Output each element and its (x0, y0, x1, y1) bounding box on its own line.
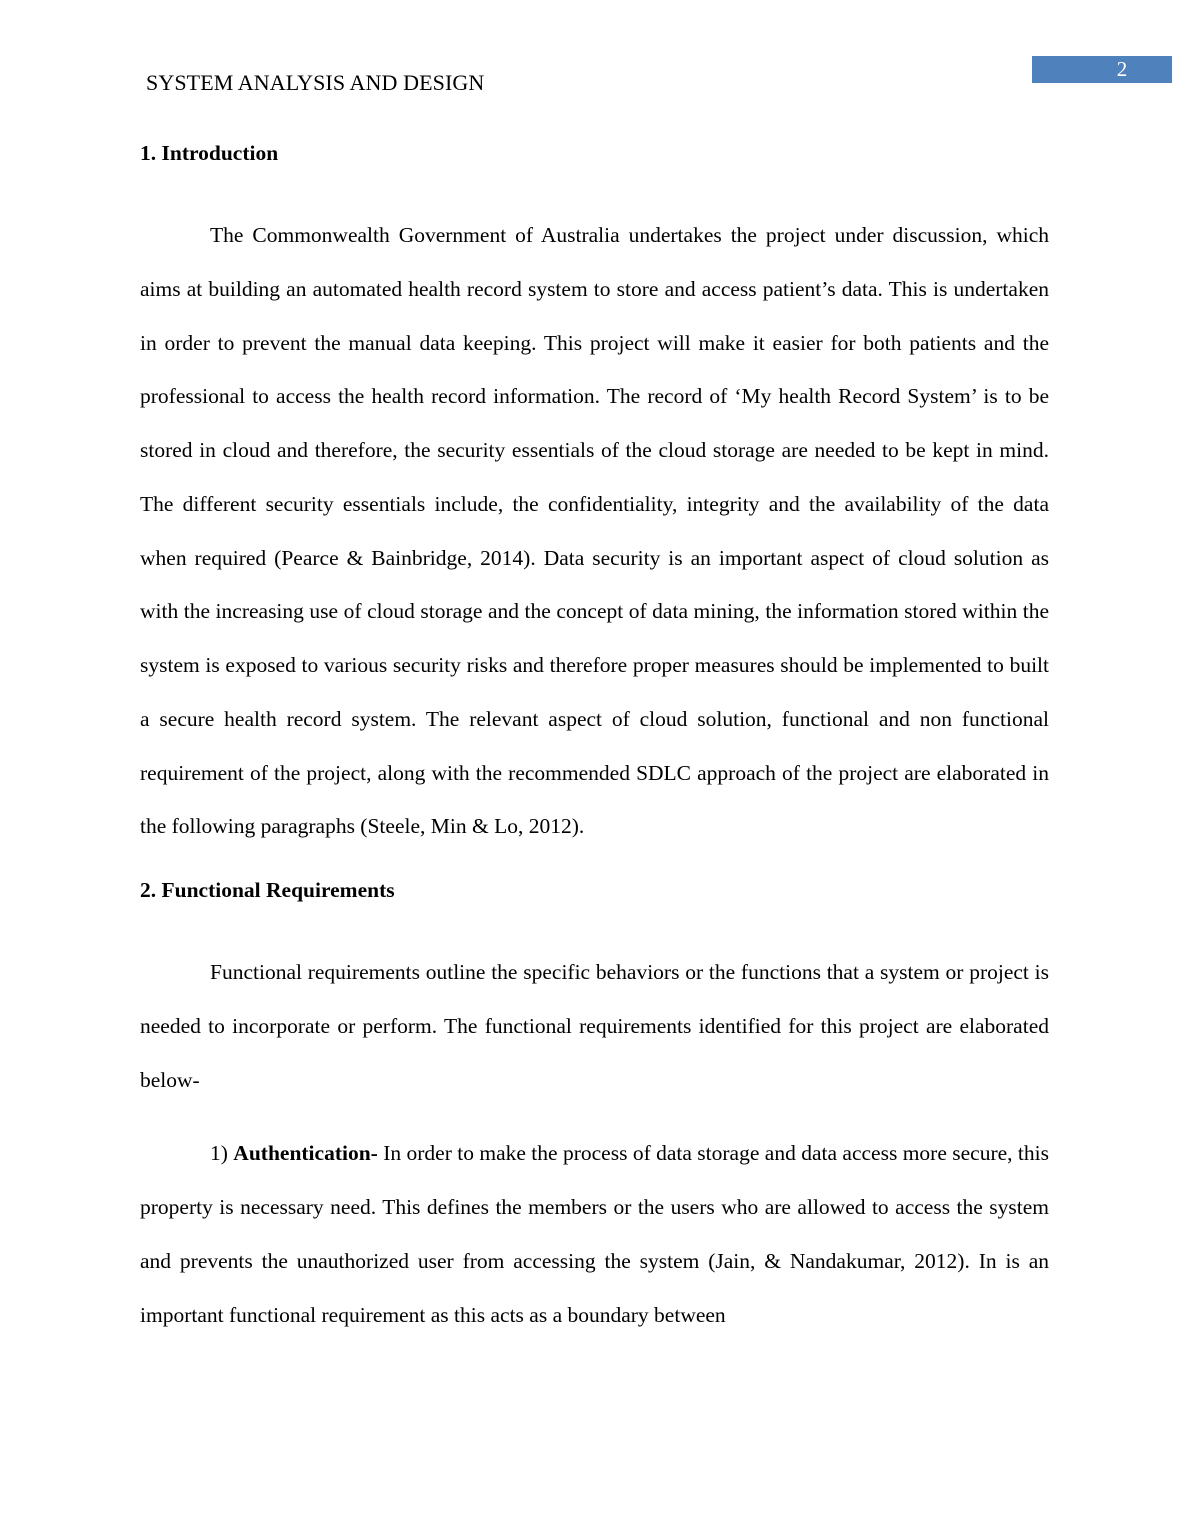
paragraph-spacer (140, 1107, 1049, 1127)
document-body (140, 137, 1055, 1342)
page-number: 2 (1116, 57, 1128, 81)
section-heading-functional-requirements: 2. Functional Requirements (140, 878, 395, 902)
list-number: 1) (210, 1141, 234, 1166)
introduction-paragraph: The Commonwealth Government of Australia undertakes the project under discussion, which aims at building an automated health record system to store and access patient’s data. This is undertaken in order to prevent the manual data keeping. This project will make it easier for both patients and the professional to access the health record information. The record of ‘My health Record System’ is to be stored in cloud and therefore, the security essentials of the cloud storage are needed to be kept in mind. The different security essentials include, the confidentiality, integrity and the availability of the data when required (Pearce & Bainbridge, 2014). Data security is an important aspect of cloud solution as with the increasing use of cloud storage and the concept of data mining, the information stored within the system is exposed to various security risks and therefore proper measures should be implemented to built a secure health record system. The relevant aspect of cloud solution, functional and non functional requirement of the project, along with the recommended SDLC approach of the project are elaborated in the following paragraphs (Steele, Min & Lo, 2012). (140, 223, 1049, 839)
authentication-paragraph (140, 1127, 1055, 1342)
running-header-title: SYSTEM ANALYSIS AND DESIGN (146, 70, 485, 95)
functional-requirements-intro-paragraph: Functional requirements outline the specific behaviors or the functions that a system or project is needed to incorporate or perform. The functional requirements identified for this project are elaborated below- (140, 960, 1049, 1092)
section-heading-introduction: 1. Introduction (140, 141, 279, 165)
page-number-box (1032, 56, 1172, 83)
authentication-text: In order to make the process of data storage and data access more secure, this property is necessary need. This defines the members or the users who are allowed to access the system and prevents the unauthorized user from accessing the system (Jain, & Nandakumar, 2012). In is an important functional requirement as this acts as a boundary between (140, 1141, 1055, 1327)
authentication-term: Authentication- (233, 1141, 378, 1166)
